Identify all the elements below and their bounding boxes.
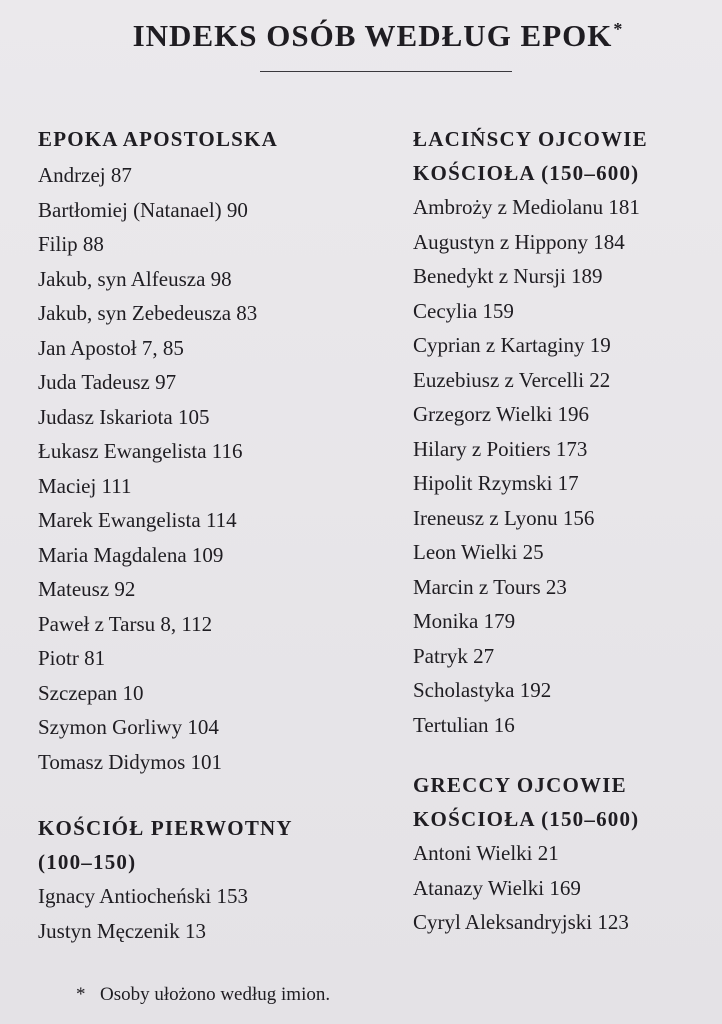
index-entry: Andrzej 87 bbox=[38, 163, 132, 187]
index-entry: Grzegorz Wielki 196 bbox=[413, 402, 590, 426]
index-entry: Bartłomiej (Natanael) 90 bbox=[38, 197, 248, 222]
index-entry: Ireneusz z Lyonu 156 bbox=[413, 505, 595, 530]
index-entry: Leon Wielki 25 bbox=[413, 540, 544, 564]
index-entry: Łukasz Ewangelista 116 bbox=[38, 439, 243, 463]
section-heading: GRECCY OJCOWIE bbox=[413, 773, 627, 797]
index-entry: Jan Apostoł 7, 85 bbox=[38, 335, 184, 360]
index-entry: Euzebiusz z Vercelli 22 bbox=[413, 367, 611, 392]
footnote-mark: * bbox=[76, 984, 86, 1005]
index-entry: Maria Magdalena 109 bbox=[38, 542, 224, 567]
index-entry: Atanazy Wielki 169 bbox=[413, 875, 581, 900]
section-heading-period: KOŚCIOŁA (150–600) bbox=[413, 807, 640, 831]
title-footnote-mark: * bbox=[613, 18, 624, 39]
index-entry: Antoni Wielki 21 bbox=[413, 841, 559, 865]
index-entry: Augustyn z Hippony 184 bbox=[413, 229, 625, 254]
index-entry: Ignacy Antiocheński 153 bbox=[38, 884, 248, 908]
index-entry: Patryk 27 bbox=[413, 643, 495, 668]
index-entry: Tomasz Didymos 101 bbox=[38, 749, 223, 774]
index-entry: Maciej 111 bbox=[38, 473, 132, 498]
index-entry: Hilary z Poitiers 173 bbox=[413, 436, 588, 461]
footnote bbox=[76, 984, 330, 1006]
title-divider bbox=[260, 71, 512, 72]
index-entry: Hipolit Rzymski 17 bbox=[413, 471, 579, 495]
index-entry: Marcin z Tours 23 bbox=[413, 574, 567, 599]
index-entry: Paweł z Tarsu 8, 112 bbox=[38, 611, 213, 636]
index-entry: Tertulian 16 bbox=[413, 712, 515, 737]
index-entry: Justyn Męczenik 13 bbox=[38, 918, 206, 943]
page-title bbox=[0, 18, 722, 54]
index-entry: Jakub, syn Alfeusza 98 bbox=[38, 266, 232, 291]
index-entry: Monika 179 bbox=[413, 609, 516, 633]
index-entry: Cyprian z Kartaginy 19 bbox=[413, 333, 611, 357]
index-entry: Benedykt z Nursji 189 bbox=[413, 264, 603, 288]
index-entry: Juda Tadeusz 97 bbox=[38, 370, 177, 394]
index-entry: Cecylia 159 bbox=[413, 298, 514, 323]
index-entry: Jakub, syn Zebedeusza 83 bbox=[38, 301, 258, 325]
section-heading: ŁACIŃSCY OJCOWIE bbox=[413, 127, 648, 151]
index-entry: Piotr 81 bbox=[38, 646, 106, 670]
page-title-text: INDEKS OSÓB WEDŁUG EPOK bbox=[132, 18, 613, 53]
footnote-text: Osoby ułożono według imion. bbox=[100, 984, 331, 1005]
index-entry: Szczepan 10 bbox=[38, 680, 144, 705]
index-entry: Ambroży z Mediolanu 181 bbox=[413, 195, 640, 219]
section-heading-period: KOŚCIOŁA (150–600) bbox=[413, 161, 640, 185]
section-greccy-ojcowie bbox=[413, 768, 639, 940]
section-heading-period: (100–150) bbox=[38, 850, 137, 874]
index-entry: Szymon Gorliwy 104 bbox=[38, 715, 219, 739]
section-heading: EPOKA APOSTOLSKA bbox=[38, 127, 278, 151]
index-entry: Cyryl Aleksandryjski 123 bbox=[413, 910, 629, 934]
index-entry: Scholastyka 192 bbox=[413, 678, 552, 702]
section-lacinscy-ojcowie bbox=[413, 122, 648, 742]
index-entry: Marek Ewangelista 114 bbox=[38, 508, 237, 532]
section-heading: KOŚCIÓŁ PIERWOTNY bbox=[38, 816, 293, 840]
index-entry: Mateusz 92 bbox=[38, 577, 136, 601]
index-entry: Judasz Iskariota 105 bbox=[38, 404, 210, 429]
section-epoka-apostolska bbox=[38, 122, 278, 779]
index-entry: Filip 88 bbox=[38, 232, 104, 256]
section-kosciol-pierwotny bbox=[38, 811, 293, 948]
